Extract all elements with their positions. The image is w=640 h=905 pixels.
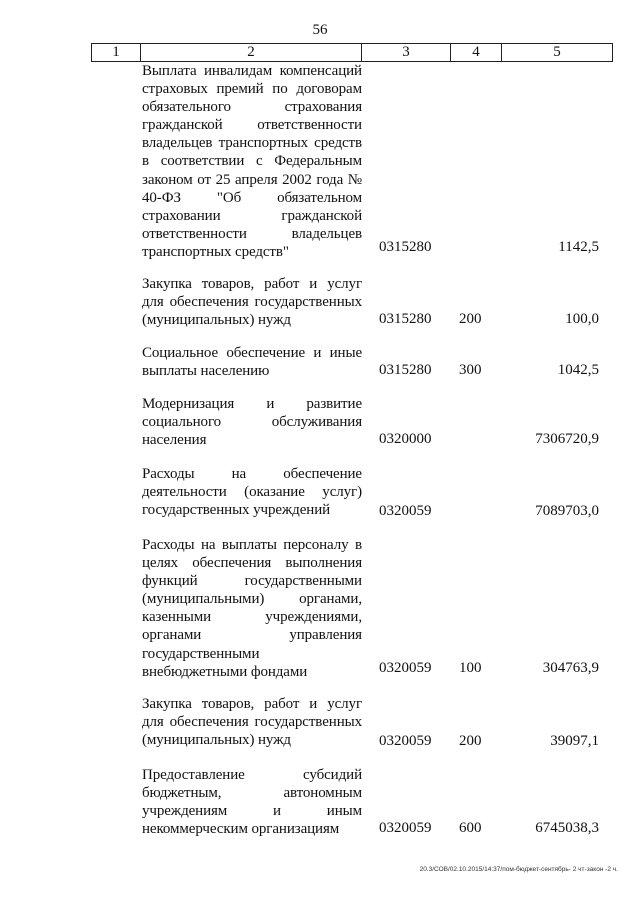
row-code: 0320059 bbox=[379, 820, 432, 836]
row-code: 0320000 bbox=[379, 431, 432, 447]
row-type: 600 bbox=[459, 820, 482, 836]
row-type: 200 bbox=[459, 311, 482, 327]
row-amount: 7089703,0 bbox=[535, 503, 599, 519]
row-type: 300 bbox=[459, 362, 482, 378]
page-number: 56 bbox=[312, 22, 328, 38]
footer-file-stamp: 20.3/СОВ/02.10.2015/14:37/пом-бюджет-сентябрь- 2 чт-закон -2 ч. bbox=[419, 866, 618, 873]
row-description: Социальное обеспечение и иные выплаты населению bbox=[142, 345, 362, 380]
row-description: Расходы на обеспечение деятельности (оказание услуг) государственных учреждений bbox=[142, 466, 362, 519]
column-header-1: 1 bbox=[92, 44, 141, 61]
row-description: Расходы на выплаты персоналу в целях обеспечения выполнения функций государственными (муниципальными) органами, казенными учреждениями, органами управления государственными внебюджетными фондами bbox=[142, 537, 362, 680]
table-column-header bbox=[91, 43, 613, 62]
row-amount: 1142,5 bbox=[558, 239, 599, 255]
row-code: 0315280 bbox=[379, 311, 432, 327]
row-description: Закупка товаров, работ и услуг для обеспечения государственных (муниципальных) нужд bbox=[142, 276, 362, 329]
column-header-2: 2 bbox=[141, 44, 362, 61]
row-amount: 304763,9 bbox=[542, 660, 599, 676]
row-code: 0320059 bbox=[379, 733, 432, 749]
row-code: 0315280 bbox=[379, 362, 432, 378]
row-description: Закупка товаров, работ и услуг для обеспечения государственных (муниципальных) нужд bbox=[142, 696, 362, 749]
row-description: Предоставление субсидий бюджетным, автономным учреждениям и иным некоммерческим организациям bbox=[142, 767, 362, 838]
row-amount: 100,0 bbox=[565, 311, 599, 327]
row-amount: 7306720,9 bbox=[535, 431, 599, 447]
row-type: 200 bbox=[459, 733, 482, 749]
row-amount: 39097,1 bbox=[550, 733, 599, 749]
row-code: 0320059 bbox=[379, 660, 432, 676]
column-header-3: 3 bbox=[362, 44, 451, 61]
row-amount: 1042,5 bbox=[557, 362, 599, 378]
row-amount: 6745038,3 bbox=[535, 820, 599, 836]
column-header-4: 4 bbox=[451, 44, 502, 61]
row-code: 0320059 bbox=[379, 503, 432, 519]
column-header-5: 5 bbox=[553, 44, 561, 60]
row-type: 100 bbox=[459, 660, 482, 676]
row-description: Модернизация и развитие социального обслуживания населения bbox=[142, 396, 362, 449]
row-description: Выплата инвалидам компенсаций страховых премий по договорам обязательного страхования гражданской ответственности владельцев транспортных средств в соответствии с Федеральным законом от 25 апреля 2002 года № 40-ФЗ "Об обязательном страховании гражданской ответственности владельцев транспортных средств" bbox=[142, 63, 362, 260]
row-code: 0315280 bbox=[379, 239, 432, 255]
